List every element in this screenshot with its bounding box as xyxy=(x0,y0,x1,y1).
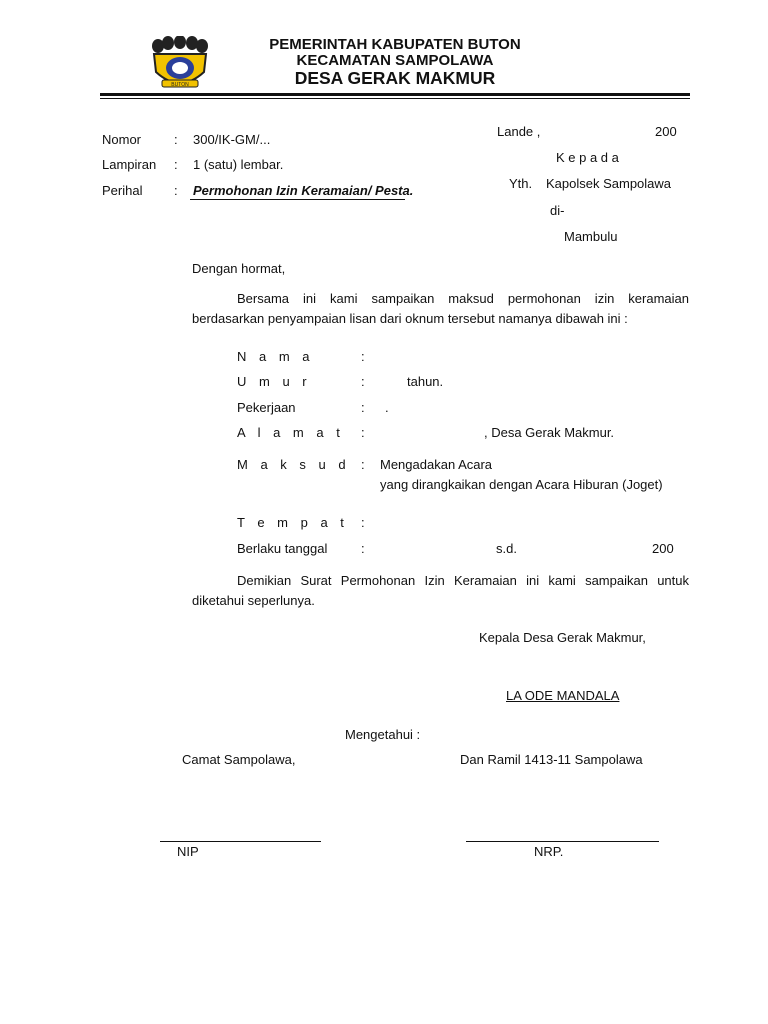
perihal-colon: : xyxy=(174,183,178,198)
berlaku-year: 200 xyxy=(652,541,674,556)
alamat-label: A l a m a t xyxy=(237,425,345,440)
recipient-di: di- xyxy=(550,203,565,218)
nomor-label: Nomor xyxy=(102,132,142,147)
header-government: PEMERINTAH KABUPATEN BUTON xyxy=(269,36,521,53)
recipient-city: Mambulu xyxy=(564,229,618,244)
berlaku-sd: s.d. xyxy=(496,541,517,556)
umur-value: tahun. xyxy=(407,374,444,389)
yth-label: Yth. xyxy=(509,176,533,191)
header-district: KECAMATAN SAMPOLAWA xyxy=(296,52,494,69)
lampiran-label: Lampiran xyxy=(102,157,157,172)
umur-label: U m u r xyxy=(237,374,312,389)
kepada-heading: K e p a d a xyxy=(556,150,619,165)
logo-text: BUTON xyxy=(171,82,189,88)
perihal-underline xyxy=(190,199,405,200)
letter-year: 200 xyxy=(655,124,677,139)
nrp-label: NRP. xyxy=(534,844,564,859)
header-divider-thick xyxy=(100,93,690,96)
kepala-desa-name: LA ODE MANDALA xyxy=(506,688,620,703)
camat-title: Camat Sampolawa, xyxy=(182,752,296,767)
nama-label: N a m a xyxy=(237,349,315,364)
tempat-colon: : xyxy=(361,515,365,530)
nip-label: NIP xyxy=(177,844,199,859)
tempat-label: T e m p a t xyxy=(237,515,349,530)
mengetahui-label: Mengetahui : xyxy=(345,727,421,742)
berlaku-label: Berlaku tanggal xyxy=(237,541,328,556)
nama-colon: : xyxy=(361,349,365,364)
letter-place: Lande , xyxy=(497,124,541,139)
header-village: DESA GERAK MAKMUR xyxy=(294,68,496,88)
danramil-title: Dan Ramil 1413-11 Sampolawa xyxy=(460,752,643,767)
pekerjaan-colon: : xyxy=(361,400,365,415)
intro-paragraph: Bersama ini kami sampaikan maksud permohonan izin keramaian berdasarkan penyampaian lisan dari oknum tersebut namanya dibawah ini : xyxy=(192,291,689,326)
umur-colon: : xyxy=(361,374,365,389)
closing-paragraph: Demikian Surat Permohonan Izin Keramaian ini kami sampaikan untuk diketahui seperlunya. xyxy=(192,573,689,608)
recipient-name: Kapolsek Sampolawa xyxy=(546,176,672,191)
kepala-desa-title: Kepala Desa Gerak Makmur, xyxy=(479,630,646,645)
greeting: Dengan hormat, xyxy=(192,261,286,276)
lampiran-value: 1 (satu) lembar. xyxy=(193,157,284,172)
nomor-value: 300/IK-GM/... xyxy=(193,132,271,147)
camat-signature-line xyxy=(160,841,321,842)
maksud-label: M a k s u d xyxy=(237,457,351,472)
pekerjaan-label: Pekerjaan xyxy=(237,400,296,415)
maksud-value-line2: yang dirangkaikan dengan Acara Hiburan (Joget) xyxy=(380,477,663,492)
perihal-value: Permohonan Izin Keramaian/ Pesta. xyxy=(193,183,414,198)
alamat-value: , Desa Gerak Makmur. xyxy=(484,425,615,440)
perihal-label: Perihal xyxy=(102,183,143,198)
maksud-value-line1: Mengadakan Acara xyxy=(380,457,493,472)
lampiran-colon: : xyxy=(174,157,178,172)
danramil-signature-line xyxy=(466,841,659,842)
alamat-colon: : xyxy=(361,425,365,440)
header-divider-thin xyxy=(100,98,690,99)
berlaku-colon: : xyxy=(361,541,365,556)
maksud-colon: : xyxy=(361,457,365,472)
pekerjaan-value: . xyxy=(385,400,389,415)
nomor-colon: : xyxy=(174,132,178,147)
